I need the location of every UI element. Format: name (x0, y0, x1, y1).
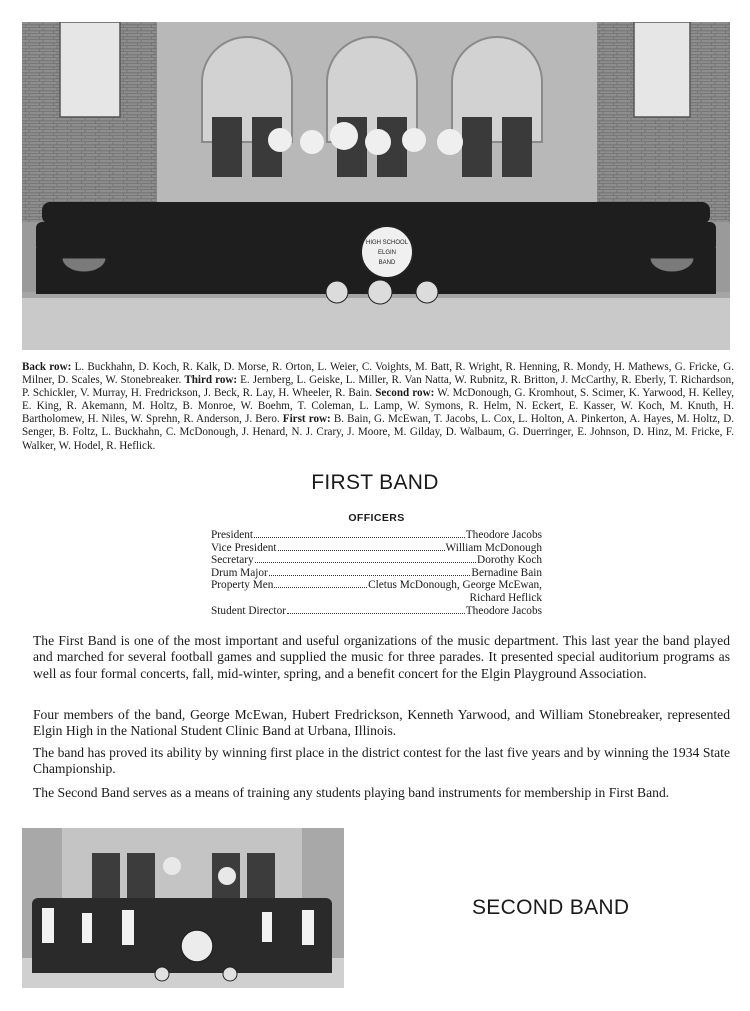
officer-role: Secretary (211, 554, 254, 567)
third-row-names: E. Jernberg, L. Geiske, L. Miller, R. Van Natta, W. Rubnitz, R. Britton, J. McCarthy, R. Eberly, T. Richardson, P. Schickler, V. Murray, H. Fredrickson, J. Beck, R. Lay, H. Wheeler, R. Bain. (22, 374, 734, 400)
officer-role: Property Men (211, 579, 274, 592)
first-row-label: First row: (282, 413, 331, 426)
first-band-photo (22, 22, 730, 350)
officer-name: Bernadine Bain (471, 566, 542, 579)
officer-row (211, 529, 542, 542)
leader-dots (269, 575, 471, 576)
leader-dots (287, 613, 465, 614)
drum-head-line-3: BAND (378, 260, 396, 266)
band-roster-caption (22, 361, 734, 453)
officer-role: Student Director (211, 604, 286, 617)
second-row-names: W. McDonough, G. Kromhout, S. Scimer, K. Yarwood, H. Kelley, E. King, R. Akemann, M. Holtz, B. Monroe, W. Boehm, T. Coleman, L. Lamp, W. Symons, R. Helm, N. Eckert, E. Kasser, W. Koch, M. Knuth, H. Bartholomew, H. Niles, W. Sprehn, R. Anderson, J. Bero. (22, 387, 735, 426)
second-band-photo (22, 828, 344, 988)
officer-row (211, 542, 542, 555)
first-band-title: FIRST BAND (311, 471, 439, 494)
body-paragraph: Four members of the band, George McEwan, Hubert Fredrickson, Kenneth Yarwood, and William Stonebreaker, represented Elgin High in the National Student Clinic Band at Urbana, Illinois. (33, 707, 730, 739)
officers-list (211, 512, 542, 617)
officer-role: President (211, 529, 254, 541)
officer-name: Theodore Jacobs (465, 529, 542, 541)
body-paragraph: The Second Band serves as a means of training any students playing band instruments for membership in First Band. (33, 785, 670, 800)
leader-dots (278, 550, 445, 551)
second-row-label: Second row: (375, 387, 435, 400)
second-band-photo-drawing (22, 828, 344, 988)
officer-role: Drum Major (211, 566, 268, 579)
officer-row (211, 567, 542, 580)
officer-name: Theodore Jacobs (465, 604, 542, 617)
first-band-photo-drawing (22, 22, 730, 350)
drum-head-line-1: HIGH SCHOOL (365, 240, 409, 246)
officer-name: Cletus McDonough, George McEwan, (368, 579, 542, 592)
body-paragraph: The band has proved its ability by winning first place in the district contest for the last five years and by winning the 1934 State Championship. (33, 745, 730, 777)
officer-row (211, 605, 542, 618)
leader-dots (254, 537, 465, 538)
leader-dots (274, 587, 367, 588)
back-row-names: L. Buckhahn, D. Koch, R. Kalk, D. Morse, R. Orton, L. Weier, C. Voights, M. Batt, R. Wright, R. Henning, R. Mondy, H. Mathews, G. Fricke, G. Milner, D. Scales, W. Stonebreaker. (22, 361, 735, 387)
officer-name: William McDonough (445, 541, 542, 554)
officer-row (211, 554, 542, 567)
officer-name: Dorothy Koch (477, 554, 542, 567)
officer-role: Vice President (211, 541, 277, 554)
leader-dots (255, 562, 476, 563)
first-row-names: B. Bain, G. McEwan, T. Jacobs, L. Cox, L. Holton, A. Pinkerton, A. Hayes, M. Holtz, D. Senger, B. Foltz, L. Buckhahn, C. McDonough, J. Henard, N. J. Crary, J. Moore, M. Gilday, D. Walbaum, G. Duerringer, E. Johnson, D. Hinz, M. Fricke, F. Walker, W. Hodel, R. Heflick. (22, 413, 735, 452)
back-row-label: Back row: (22, 361, 72, 373)
drum-head-line-2: ELGIN (377, 250, 397, 256)
officers-heading: OFFICERS (348, 512, 405, 524)
officer-name-continued: Richard Heflick (469, 591, 542, 604)
body-paragraph: The First Band is one of the most important and useful organizations of the music department. This last year the band played and marched for several football games and supplied the music for three parades. It presented special auditorium programs as well as four formal concerts, fall, mid-winter, spring, and a benefit concert for the Elgin Playground Association. (33, 633, 730, 681)
second-band-title: SECOND BAND (472, 896, 630, 919)
officer-row (211, 579, 542, 592)
third-row-label: Third row: (184, 374, 238, 387)
